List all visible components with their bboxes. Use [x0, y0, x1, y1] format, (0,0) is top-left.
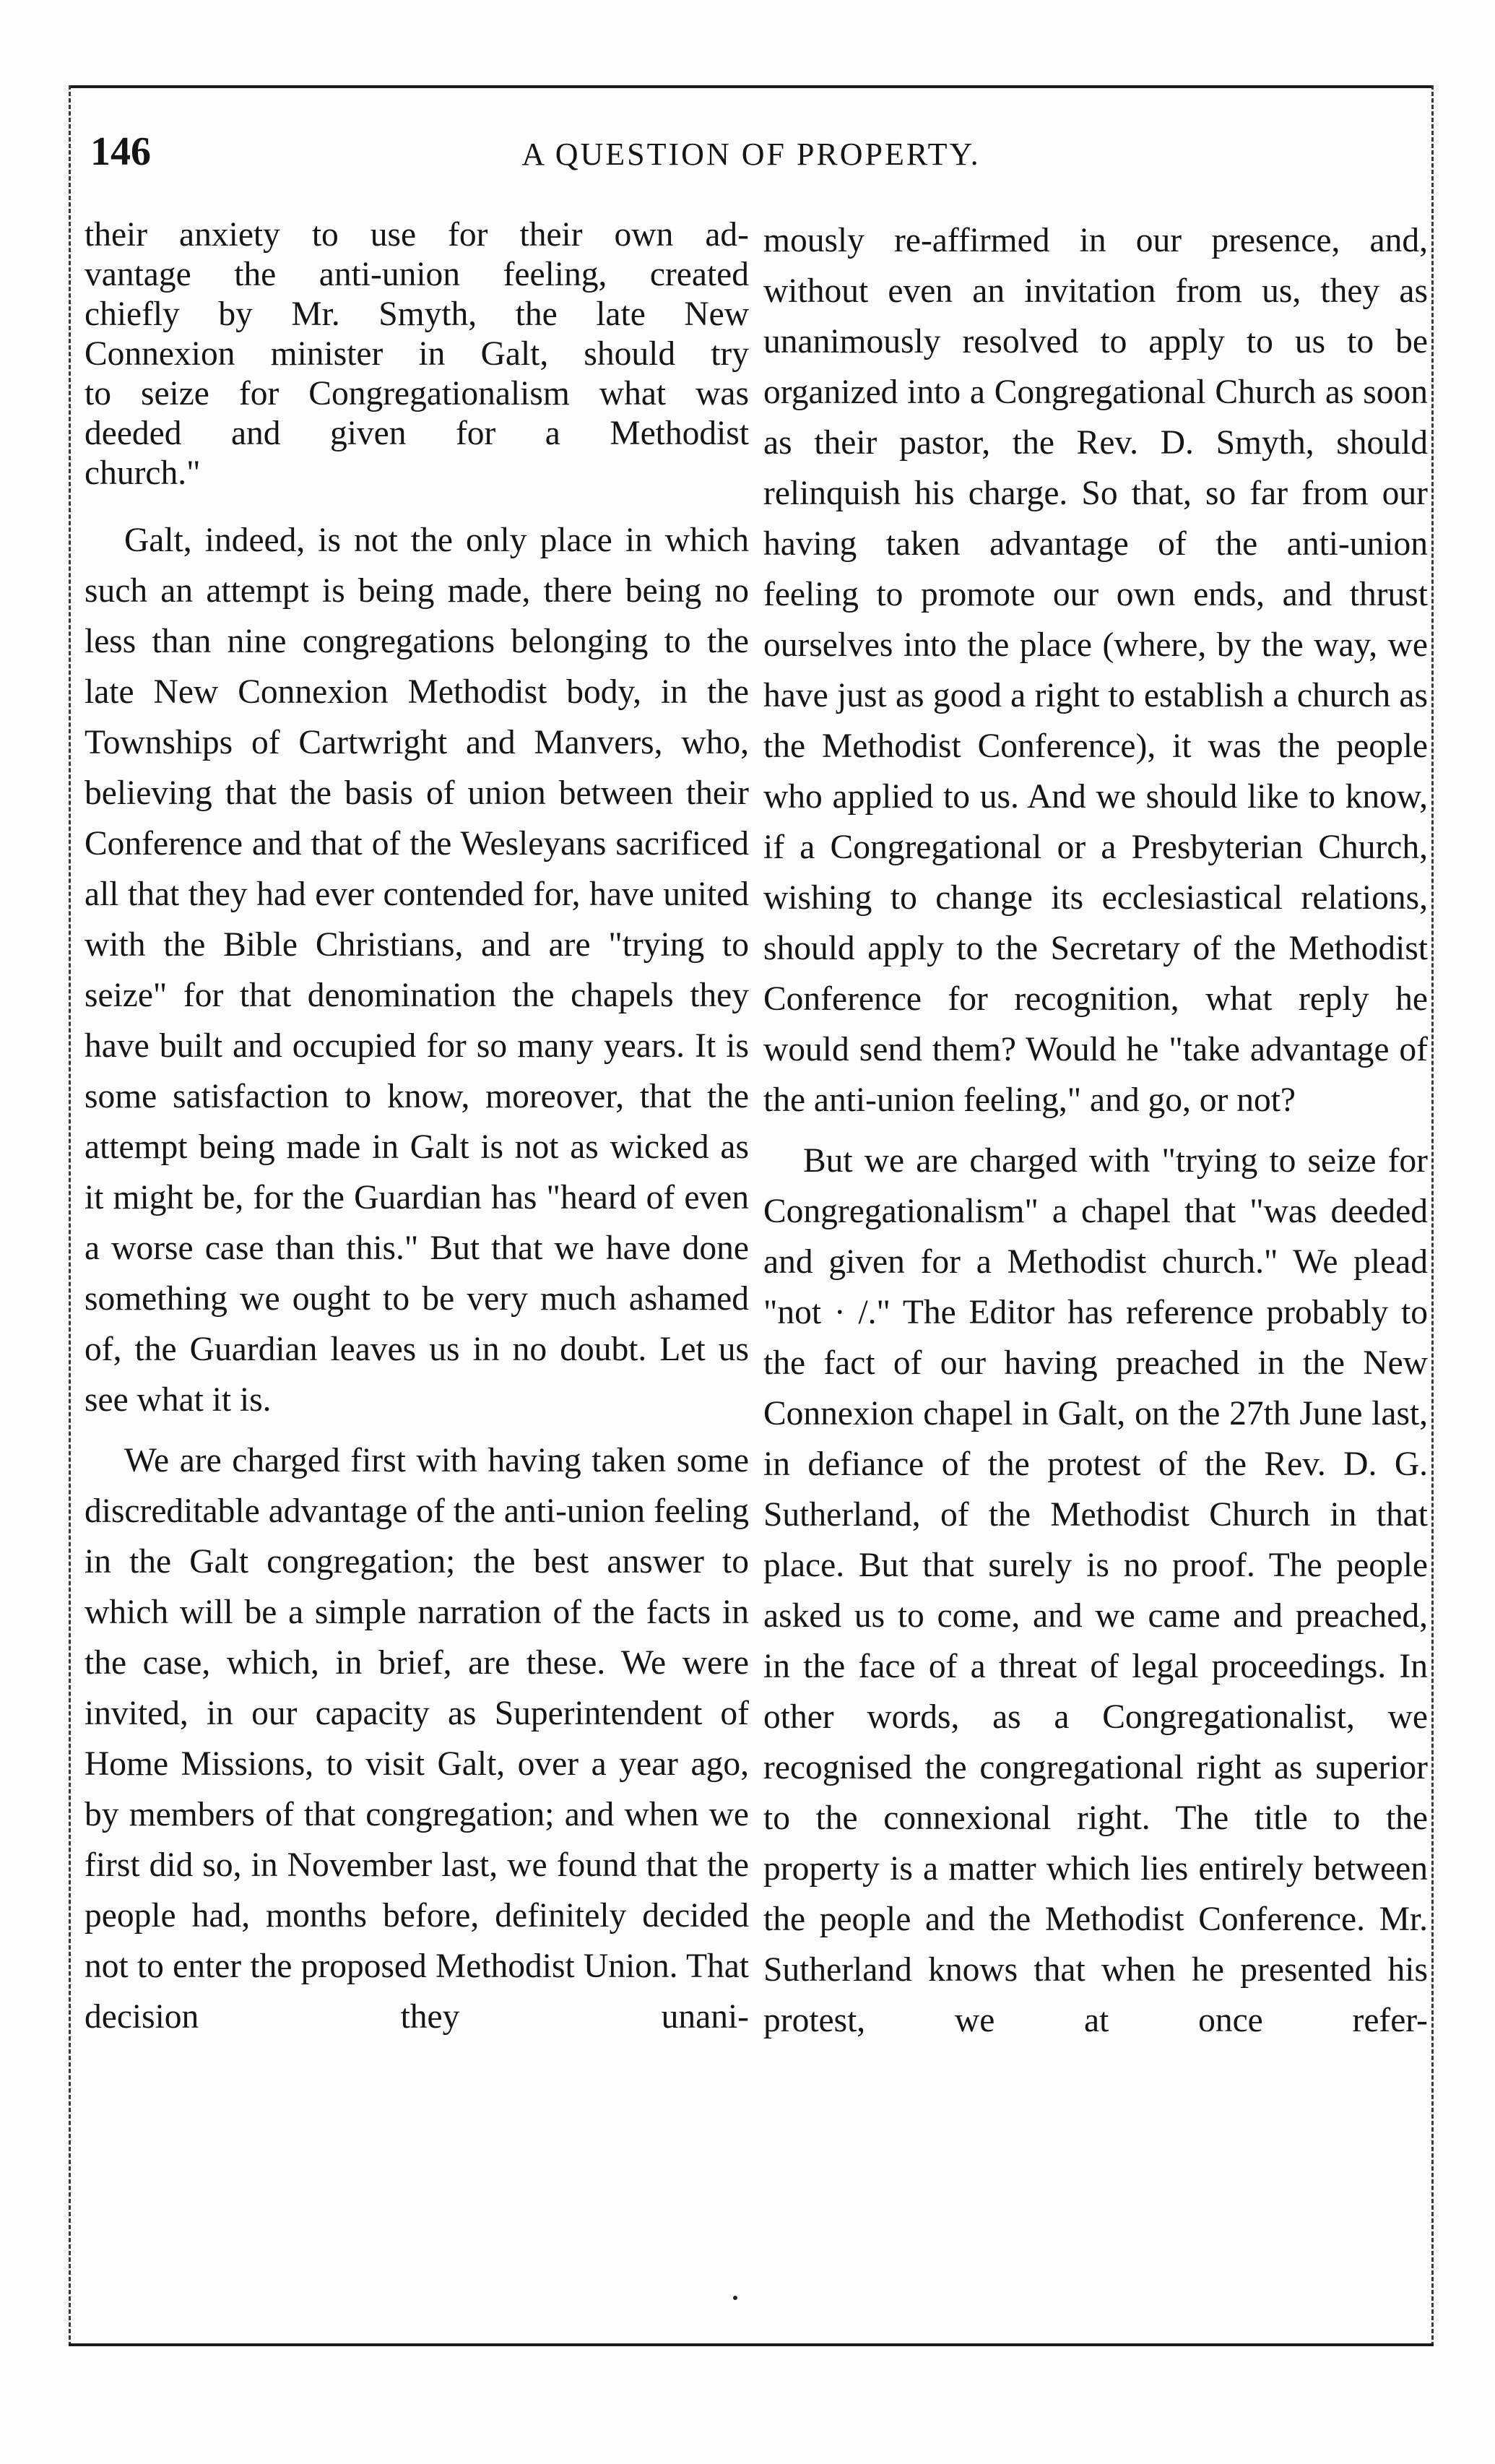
right-border [1431, 85, 1434, 2346]
left-column [84, 215, 749, 2042]
footer-dot [733, 2296, 737, 2300]
page-header [90, 129, 1412, 179]
page-frame [69, 85, 1434, 2346]
left-border [69, 85, 71, 2346]
bottom-rule [69, 2343, 1434, 2346]
left-paragraph-3: We are charged first with having taken some discreditable advantage of the anti-union feeling in the Galt congregation; the best answer to which will be a simple narration of the facts in the case, which, in brief, are these. We were invited, in our capacity as Superintendent of Home Missions, to visit Galt, over a year ago, by members of that congregation; and when we first did so, in November last, we found that the people had, months before, definitely decided not to enter the proposed Methodist Union. That decision they unani- [84, 1442, 749, 2036]
page-number: 146 [90, 129, 151, 174]
left-paragraph-2: Galt, indeed, is not the only place in which such an attempt is being made, there being no less than nine congregations belonging to the late New Connexion Methodist body, in the Townships of Cartwright and Manvers, who, believing that the basis of union between their Conference and that of the Wesleyans sacrificed all that they had ever contended for, have united with the Bible Christians, and are "trying to seize" for that denomination the chapels they have built and occupied for so many years. It is some satisfaction to know, moreover, that the attempt being made in Galt is not as wicked as it might be, for the Guardian has "heard of even a worse case than this." But that we have done something we ought to be very much ashamed of, the Guardian leaves us in no doubt. Let us see what it is. [84, 522, 749, 1419]
text-line: deeded and given for a Methodist [84, 415, 749, 452]
text-line: their anxiety to use for their own ad- [84, 216, 749, 254]
text-line: vantage the anti-union feeling, created [84, 256, 749, 293]
text-line: chiefly by Mr. Smyth, the late New [84, 295, 749, 333]
text-line: Connexion minister in Galt, should try [84, 335, 749, 373]
running-title: A QUESTION OF PROPERTY. [521, 137, 981, 172]
left-paragraph-1 [84, 215, 749, 493]
right-paragraph-1: mously re-affirmed in our presence, and, without even an invitation from us, they as unanimously resolved to apply to us to be organized into a Congregational Church as soon as their pastor, the Rev. D. Smyth, should relinquish his charge. So that, so far from our having taken advantage of the anti-union feeling to promote our own ends, and thrust ourselves into the place (where, by the way, we have just as good a right to establish a church as the Methodist Conference), it was the people who applied to us. And we should like to know, if a Congregational or a Presbyterian Church, wishing to change its ecclesiastical relations, should apply to the Secretary of the Methodist Conference for recognition, what reply he would send them? Would he "take advantage of the anti-union feeling," and go, or not? [763, 222, 1428, 1119]
right-paragraph-2: But we are charged with "trying to seize for Congregationalism" a chapel that "was deeded and given for a Methodist church." We plead "not · /." The Editor has reference probably to the fact of our having preached in the New Connexion chapel in Galt, on the 27th June last, in defiance of the protest of the Rev. D. G. Sutherland, of the Methodist Church in that place. But that surely is no proof. The people asked us to come, and we came and preached, in the face of a threat of legal proceedings. In other words, as a Congregationalist, we recognised the congregational right as superior to the connexional right. The title to the property is a matter which lies entirely between the people and the Methodist Conference. Mr. Sutherland knows that when he presented his protest, we at once refer- [763, 1142, 1428, 2039]
top-rule [69, 85, 1434, 88]
text-line: church." [84, 454, 201, 492]
text-line: to seize for Congregationalism what was [84, 375, 749, 412]
right-column [763, 215, 1428, 2046]
